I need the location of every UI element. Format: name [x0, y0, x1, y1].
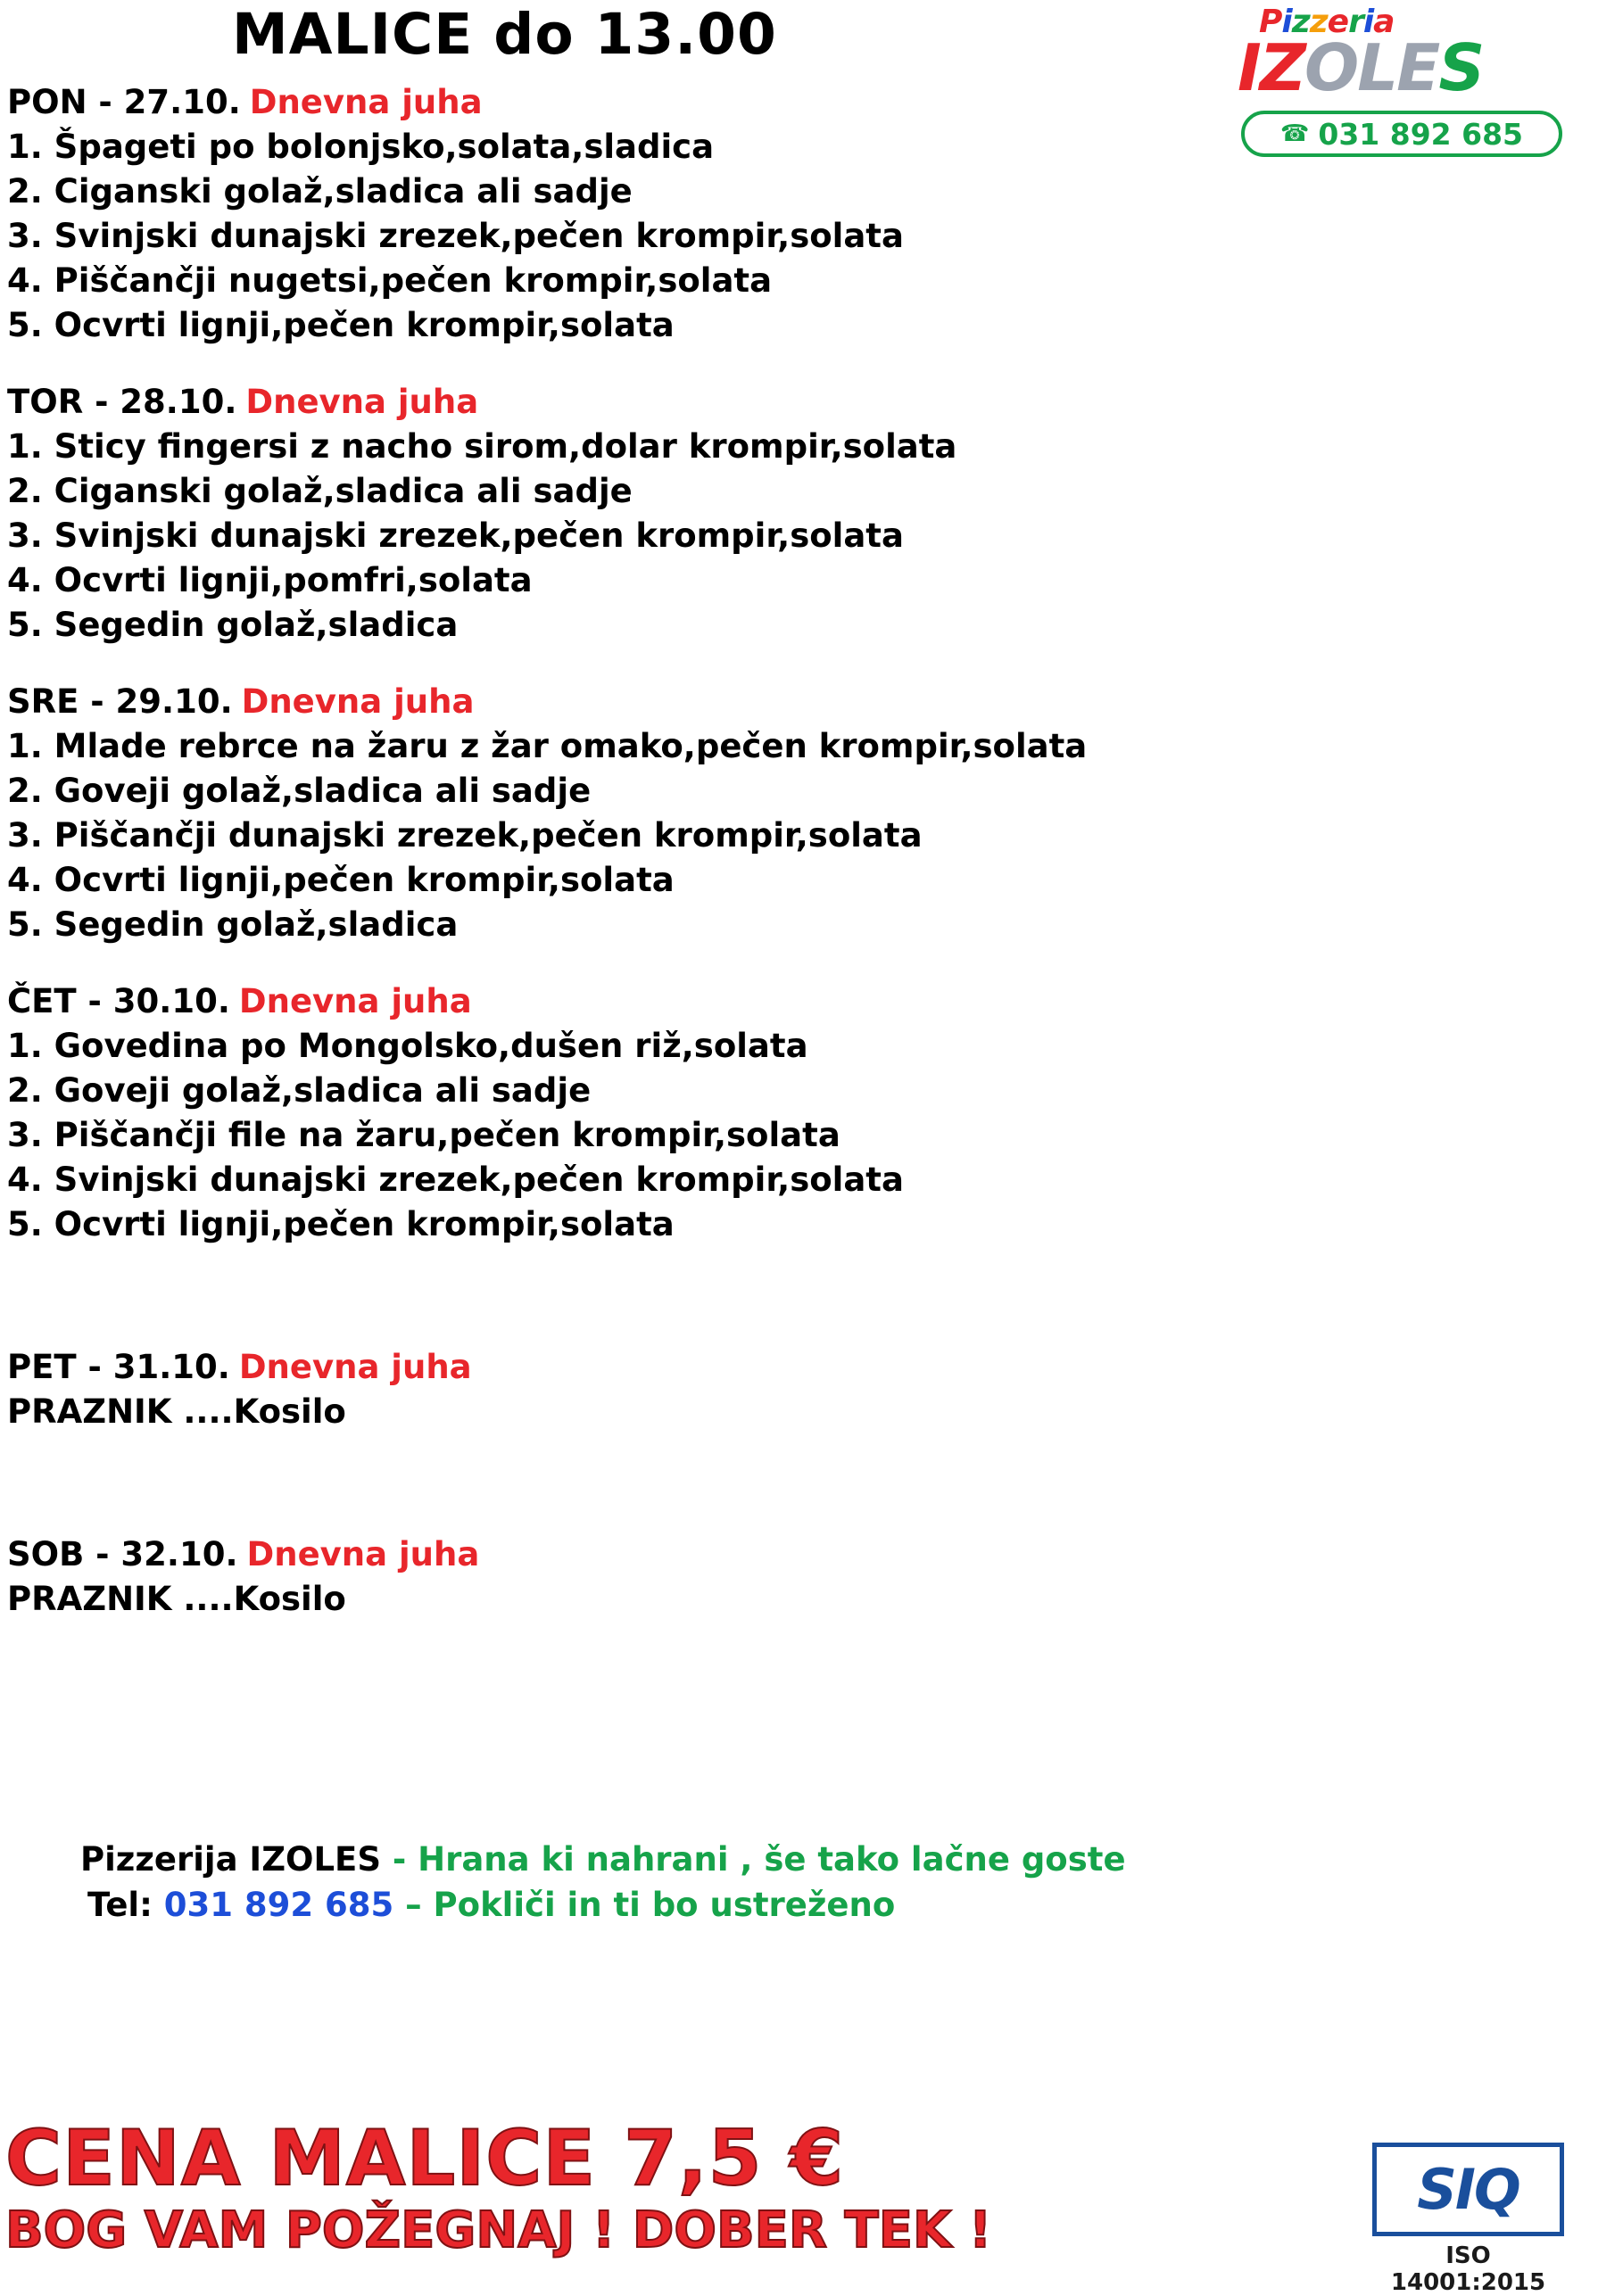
day-block-friday: [7, 1345, 1345, 1434]
list-item: 4. Svinjski dunajski zrezek,pečen krompir,solata: [7, 1160, 904, 1199]
siq-certificate-badge: [1372, 2143, 1564, 2296]
spacer: [7, 648, 1345, 680]
day-soup: Dnevna juha: [238, 1348, 472, 1386]
day-soup: Dnevna juha: [241, 682, 475, 721]
list-item: 2. Ciganski golaž,sladica ali sadje: [7, 472, 633, 510]
list-item: PRAZNIK ....Kosilo: [7, 1392, 346, 1431]
promo-name-line: [80, 1838, 1508, 1882]
day-block-monday: [7, 80, 1345, 348]
menu-list: [7, 80, 1345, 1622]
day-label: PET - 31.10.: [7, 1348, 230, 1386]
list-item: 5. Segedin golaž,sladica: [7, 905, 459, 944]
list-item: 4. Ocvrti lignji,pomfri,solata: [7, 561, 533, 599]
page-title: MALICE do 13.00: [232, 2, 777, 67]
spacer: [7, 947, 1345, 979]
list-item: 5. Ocvrti lignji,pečen krompir,solata: [7, 306, 675, 344]
day-soup: Dnevna juha: [245, 383, 479, 421]
siq-logo-text: SIQ: [1417, 2156, 1519, 2222]
day-header: [7, 80, 1345, 125]
list-item: 1. Govedina po Mongolsko,dušen riž,solata: [7, 1027, 808, 1065]
promo-tel-label: Tel:: [87, 1886, 153, 1924]
list-item: 3. Piščančji file na žaru,pečen krompir,solata: [7, 1116, 840, 1154]
list-item: 3. Piščančji dunajski zrezek,pečen krompir,solata: [7, 816, 923, 855]
day-soup: Dnevna juha: [246, 1535, 480, 1573]
promo-tel-slogan: – Pokliči in ti bo ustreženo: [405, 1886, 896, 1924]
logo-wordmark-pizzeria: Pizzeria: [1259, 4, 1395, 40]
spacer: [7, 1247, 1345, 1345]
list-item: 4. Ocvrti lignji,pečen krompir,solata: [7, 861, 675, 899]
list-item: 2. Ciganski golaž,sladica ali sadje: [7, 172, 633, 211]
day-label: PON - 27.10.: [7, 83, 241, 121]
day-block-wednesday: [7, 680, 1345, 947]
promo-business-name: Pizzerija IZOLES: [80, 1840, 381, 1879]
price-banner: [0, 2114, 1598, 2296]
price-text: CENA MALICE 7,5 €: [5, 2114, 845, 2203]
day-block-thursday: [7, 979, 1345, 1247]
day-soup: Dnevna juha: [238, 982, 472, 1020]
list-item: 1. Mlade rebrce na žaru z žar omako,pečen krompir,solata: [7, 727, 1088, 765]
day-label: SRE - 29.10.: [7, 682, 233, 721]
list-item: 4. Piščančji nugetsi,pečen krompir,solata: [7, 261, 773, 300]
list-item: 3. Svinjski dunajski zrezek,pečen krompir,solata: [7, 516, 904, 555]
list-item: 1. Špageti po bolonjsko,solata,sladica: [7, 128, 715, 166]
wish-text: BOG VAM POŽEGNAJ ! DOBER TEK !: [5, 2201, 992, 2259]
day-block-tuesday: [7, 380, 1345, 648]
list-item: 2. Goveji golaž,sladica ali sadje: [7, 1071, 592, 1110]
list-item: 5. Segedin golaž,sladica: [7, 606, 459, 644]
list-item: 1. Sticy fingersi z nacho sirom,dolar krompir,solata: [7, 427, 957, 466]
logo-phone-number: 031 892 685: [1318, 116, 1524, 152]
day-label: SOB - 32.10.: [7, 1535, 238, 1573]
day-block-saturday: [7, 1532, 1345, 1622]
promo-tel-number: 031 892 685: [163, 1886, 394, 1924]
day-header: [7, 979, 1345, 1024]
day-soup: Dnevna juha: [249, 83, 483, 121]
logo-wordmark-izoles: IZOLES: [1238, 30, 1484, 105]
day-header: [7, 1532, 1345, 1577]
day-header: [7, 1345, 1345, 1390]
siq-logo-box: [1372, 2143, 1564, 2236]
list-item: 2. Goveji golaž,sladica ali sadje: [7, 772, 592, 810]
promo-slogan: - Hrana ki nahrani , še tako lačne goste: [392, 1840, 1126, 1879]
list-item: PRAZNIK ....Kosilo: [7, 1580, 346, 1618]
phone-icon: ☎: [1279, 120, 1310, 147]
promo-block: [80, 1838, 1508, 1928]
spacer: [7, 348, 1345, 380]
spacer: [7, 1434, 1345, 1532]
list-item: 3. Svinjski dunajski zrezek,pečen krompir,solata: [7, 217, 904, 255]
day-header: [7, 380, 1345, 425]
day-header: [7, 680, 1345, 724]
day-label: TOR - 28.10.: [7, 383, 237, 421]
day-label: ČET - 30.10.: [7, 982, 230, 1020]
list-item: 5. Ocvrti lignji,pečen krompir,solata: [7, 1205, 675, 1243]
promo-phone-line: [80, 1882, 1508, 1928]
siq-iso-label: ISO 14001:2015: [1390, 2242, 1546, 2296]
